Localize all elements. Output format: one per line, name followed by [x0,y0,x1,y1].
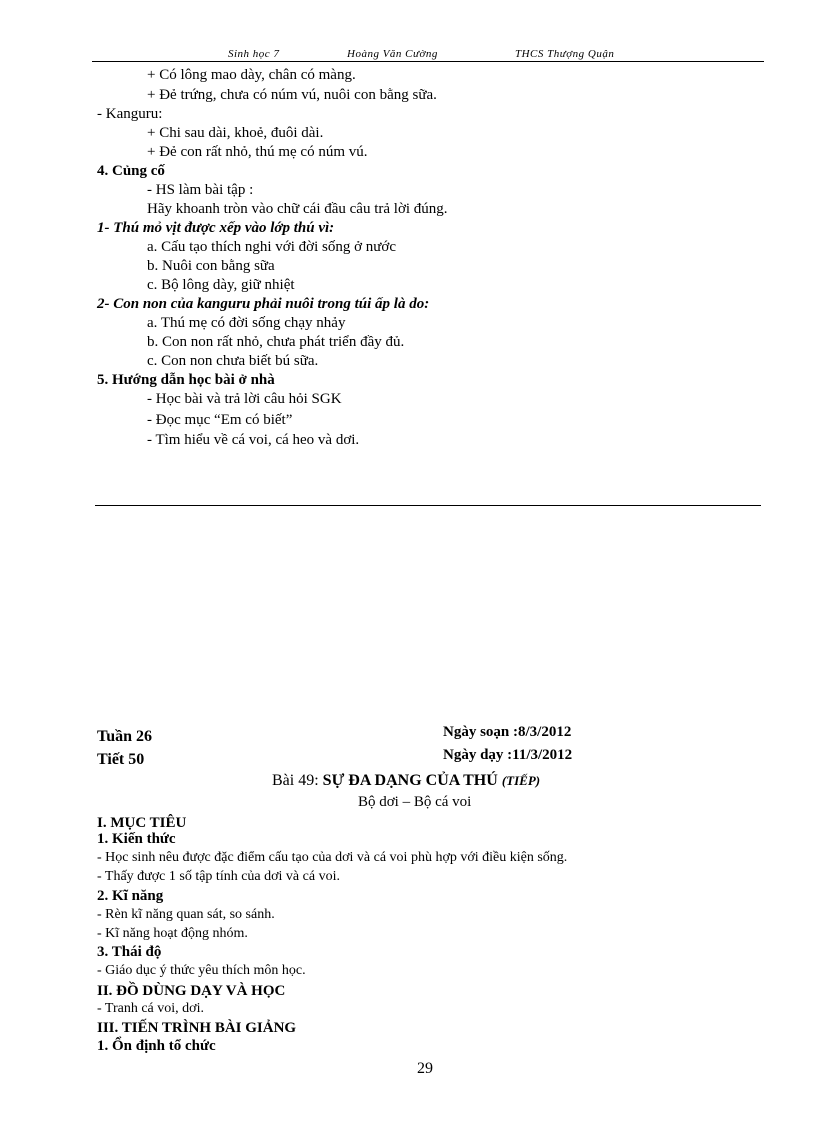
text-line: + Đẻ con rất nhỏ, thú mẹ có núm vú. [147,144,368,160]
text-line: - Kĩ năng hoạt động nhóm. [97,926,248,941]
section-heading: II. ĐỒ DÙNG DẠY VÀ HỌC [97,983,286,999]
section-separator [95,505,761,506]
page-number: 29 [417,1060,433,1077]
text-line: Hãy khoanh tròn vào chữ cái đầu câu trả lời đúng. [147,201,448,217]
text-line: - Học sinh nêu được đặc điểm cấu tạo của dơi và cá voi phù hợp với điều kiện sống. [97,850,568,865]
section-heading: 5. Hướng dẫn học bài ở nhà [97,372,275,388]
header-school: THCS Thượng Quận [515,48,615,60]
text-line: - Thấy được 1 số tập tính của dơi và cá voi. [97,869,340,884]
text-line: - Tranh cá voi, dơi. [97,1001,204,1016]
lesson-subtitle: Bộ dơi – Bộ cá voi [358,794,472,810]
lesson-title-prefix: Bài 49: [272,772,323,789]
text-line: + Có lông mao dày, chân có màng. [147,67,356,83]
teach-date: Ngày dạy :11/3/2012 [443,747,573,763]
lesson-title-main: SỰ ĐA DẠNG CỦA THÚ [322,772,502,789]
text-line: - Tìm hiểu về cá voi, cá heo và dơi. [147,432,360,448]
header-teacher: Hoàng Văn Cường [347,48,438,60]
answer-option: c. Con non chưa biết bú sữa. [147,353,319,369]
text-line: - Rèn kĩ năng quan sát, so sánh. [97,907,275,922]
subsection-heading: 1. Ổn định tổ chức [97,1038,216,1054]
answer-option: c. Bộ lông dày, giữ nhiệt [147,277,295,293]
section-heading: I. MỤC TIÊU [97,815,187,831]
answer-option: b. Con non rất nhỏ, chưa phát triển đầy đủ. [147,334,405,350]
header-rule [92,61,764,62]
text-line: - Giáo dục ý thức yêu thích môn học. [97,963,306,978]
subsection-heading: 1. Kiến thức [97,831,176,847]
text-line: - Đọc mục “Em có biết” [147,412,293,428]
prep-date: Ngày soạn :8/3/2012 [443,724,572,740]
answer-option: a. Thú mẹ có đời sống chạy nhảy [147,315,346,331]
lesson-title [272,772,540,790]
text-line: + Đẻ trứng, chưa có núm vú, nuôi con bằng sữa. [147,87,437,103]
answer-option: b. Nuôi con bằng sữa [147,258,275,274]
question-heading: 2- Con non của kanguru phải nuôi trong túi ấp là do: [97,296,430,312]
week-label: Tuần 26 [97,728,152,745]
header-subject: Sinh học 7 [228,48,280,60]
text-line: - Kanguru: [97,106,163,122]
question-heading: 1- Thú mỏ vịt được xếp vào lớp thú vì: [97,220,335,236]
answer-option: a. Cấu tạo thích nghi với đời sống ở nước [147,239,396,255]
lesson-title-suffix: (TIẾP) [501,773,541,788]
section-heading: III. TIẾN TRÌNH BÀI GIẢNG [97,1020,297,1036]
text-line: - HS làm bài tập : [147,182,254,198]
text-line: - Học bài và trả lời câu hỏi SGK [147,391,342,407]
text-line: + Chi sau dài, khoẻ, đuôi dài. [147,125,324,141]
subsection-heading: 3. Thái độ [97,944,162,960]
subsection-heading: 2. Kĩ năng [97,888,164,904]
section-heading: 4. Củng cố [97,163,165,179]
period-label: Tiết 50 [97,751,145,768]
